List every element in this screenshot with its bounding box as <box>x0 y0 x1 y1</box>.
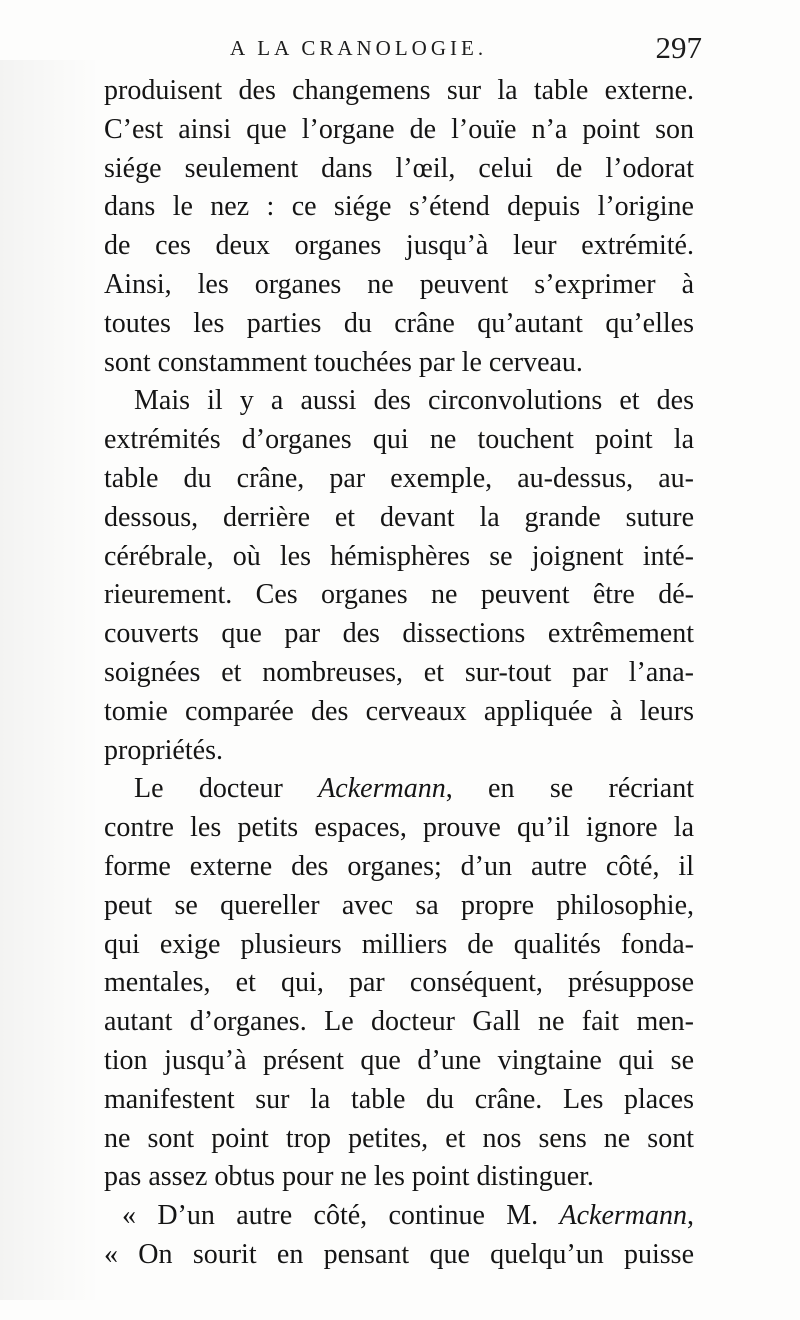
text-line: pas assez obtus pour ne les point distinguer. <box>104 1161 594 1193</box>
text-line: rieurement. Ces organes ne peuvent être dé- <box>104 579 694 611</box>
line-segment: , en se récriant <box>445 773 694 805</box>
person-name: Ackermann <box>559 1200 687 1232</box>
text-line: autant d’organes. Le docteur Gall ne fait men- <box>104 1006 694 1038</box>
text-line: qui exige plusieurs milliers de qualités fonda- <box>104 928 694 960</box>
text-line: C’est ainsi que l’organe de l’ouïe n’a point son <box>104 113 694 145</box>
line-segment: Le docteur <box>134 773 319 805</box>
page-header <box>100 28 702 72</box>
text-line: de ces deux organes jusqu’à leur extrémité. <box>104 230 694 262</box>
text-line: ne sont point trop petites, et nos sens ne sont <box>104 1122 694 1154</box>
line-segment: « D’un autre côté, continue M. <box>122 1200 560 1232</box>
text-line: cérébrale, où les hémisphères se joignent inté- <box>104 540 694 572</box>
text-line: sont constamment touchées par le cerveau. <box>104 346 583 378</box>
body-text <box>104 72 694 1275</box>
show-through-margin <box>0 60 100 1300</box>
text-line: mentales, et qui, par conséquent, présuppose <box>104 967 694 999</box>
text-line: dessous, derrière et devant la grande suture <box>104 501 694 533</box>
text-line: produisent des changemens sur la table externe. <box>104 75 694 106</box>
text-line: soignées et nombreuses, et sur-tout par l’ana- <box>104 656 694 688</box>
text-line: dans le nez : ce siége s’étend depuis l’origine <box>104 191 694 223</box>
text-line: Mais il y a aussi des circonvolutions et des <box>134 385 694 417</box>
text-line: extrémités d’organes qui ne touchent point la <box>104 424 694 456</box>
line-segment: , <box>687 1200 694 1232</box>
text-line: peut se quereller avec sa propre philosophie, <box>104 889 694 921</box>
text-line: Ainsi, les organes ne peuvent s’exprimer à <box>104 268 694 300</box>
text-line: table du crâne, par exemple, au-dessus, au- <box>104 462 694 494</box>
text-line: tion jusqu’à présent que d’une vingtaine qui se <box>104 1044 694 1076</box>
text-line: propriétés. <box>104 734 223 766</box>
text-line: tomie comparée des cerveaux appliquée à leurs <box>104 695 694 727</box>
page-number: 297 <box>655 30 702 65</box>
text-line: toutes les parties du crâne qu’autant qu’elles <box>104 307 694 339</box>
text-line: siége seulement dans l’œil, celui de l’odorat <box>104 152 694 184</box>
text-line: forme externe des organes; d’un autre côté, il <box>104 850 694 882</box>
text-line: « On sourit en pensant que quelqu’un puisse <box>104 1238 694 1270</box>
text-line: manifestent sur la table du crâne. Les places <box>104 1083 694 1115</box>
person-name: Ackermann <box>318 773 446 805</box>
text-line <box>104 770 694 809</box>
text-line <box>104 1197 694 1236</box>
running-title: A LA CRANOLOGIE. <box>230 36 488 60</box>
text-line: couverts que par des dissections extrêmement <box>104 618 694 650</box>
text-line: contre les petits espaces, prouve qu’il ignore la <box>104 812 694 844</box>
